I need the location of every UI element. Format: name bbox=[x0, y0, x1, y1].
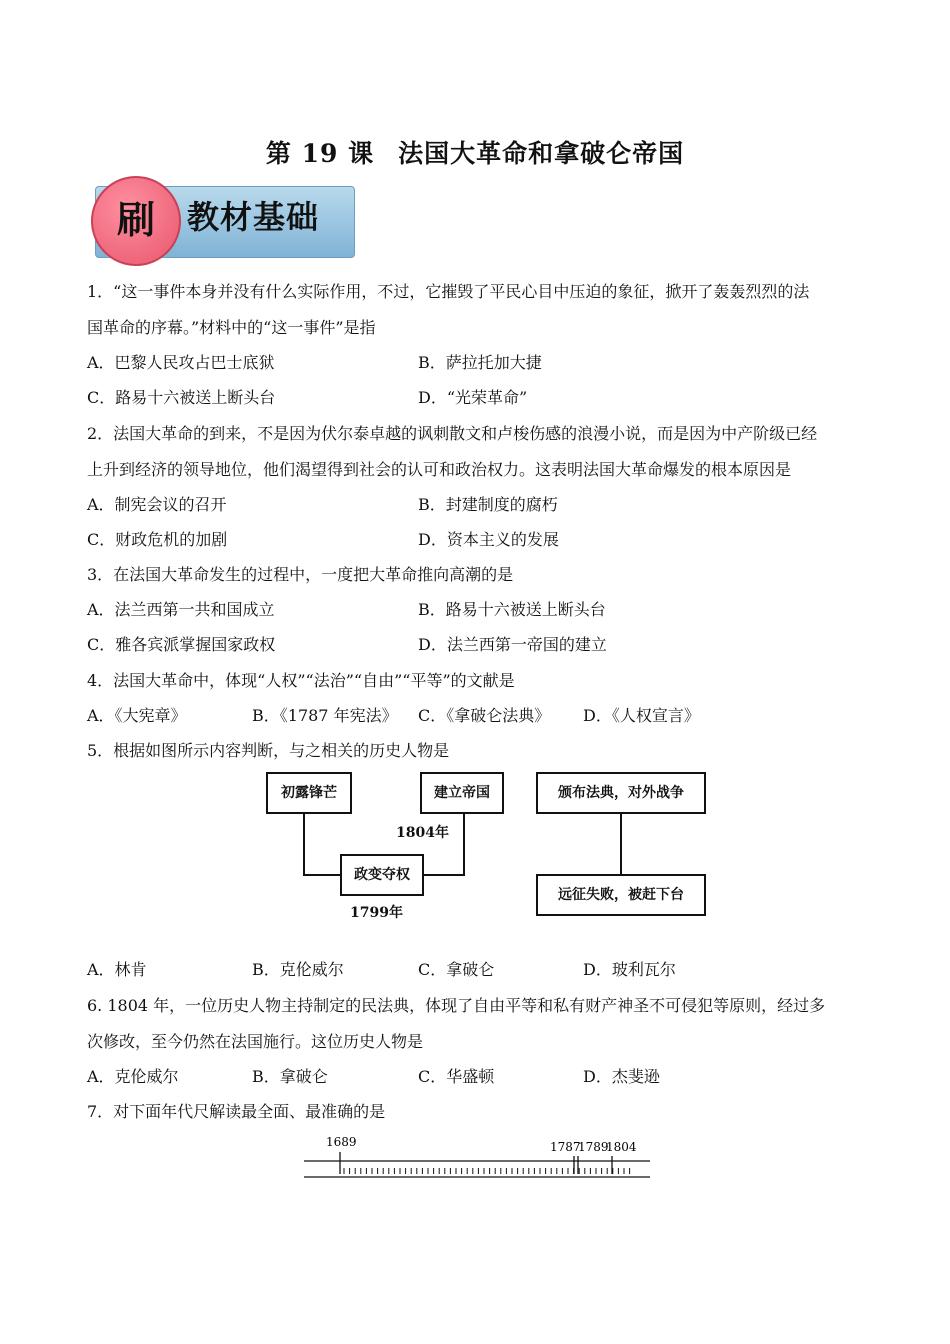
q1-stem-line1: 1．“这一事件本身并没有什么实际作用，不过，它摧毁了平民心目中压迫的象征，掀开了轰轰烈烈的法 bbox=[87, 282, 810, 301]
q5-option-c: C．拿破仑 bbox=[418, 960, 495, 979]
year-1804-label: 1804年 bbox=[396, 825, 449, 841]
q5-option-b: B．克伦威尔 bbox=[252, 960, 344, 979]
q2-stem-line1: 2．法国大革命的到来，不是因为伏尔泰卓越的讽刺散文和卢梭伤感的浪漫小说，而是因为中产阶级已经 bbox=[87, 424, 818, 443]
page-title: 第 19 课 法国大革命和拿破仑帝国 bbox=[265, 139, 685, 168]
q7-stem: 7．对下面年代尺解读最全面、最准确的是 bbox=[87, 1102, 386, 1121]
q4-option-d: D．《人权宣言》 bbox=[583, 706, 700, 725]
q1-option-b: B．萨拉托加大捷 bbox=[418, 353, 542, 372]
q1-stem-line2: 国革命的序幕。”材料中的“这一事件”是指 bbox=[87, 318, 376, 337]
box-coup: 政变夺权 bbox=[340, 854, 424, 896]
q3-option-b: B．路易十六被送上断头台 bbox=[418, 600, 606, 619]
label-1787: 1787 bbox=[550, 1140, 581, 1154]
box-found-empire: 建立帝国 bbox=[420, 772, 504, 814]
q4-stem: 4．法国大革命中，体现“人权”“法治”“自由”“平等”的文献是 bbox=[87, 671, 515, 690]
box-early-rise: 初露锋芒 bbox=[266, 772, 352, 814]
label-1804: 1804 bbox=[606, 1140, 637, 1154]
q6-option-c: C．华盛顿 bbox=[418, 1067, 495, 1086]
q5-stem: 5．根据如图所示内容判断，与之相关的历史人物是 bbox=[87, 741, 450, 760]
q6-stem-line2: 次修改，至今仍然在法国施行。这位历史人物是 bbox=[87, 1032, 424, 1051]
q3-option-a: A．法兰西第一共和国成立 bbox=[87, 600, 275, 619]
q3-option-d: D．法兰西第一帝国的建立 bbox=[418, 635, 607, 654]
napoleon-flowchart bbox=[262, 768, 712, 928]
q6-option-a: A．克伦威尔 bbox=[87, 1067, 179, 1086]
q6-option-b: B．拿破仑 bbox=[252, 1067, 328, 1086]
year-1799-label: 1799年 bbox=[350, 905, 403, 921]
q1-option-d: D．“光荣革命” bbox=[418, 388, 528, 407]
q6-option-d: D．杰斐逊 bbox=[583, 1067, 660, 1086]
q6-stem-line1: 6. 1804 年，一位历史人物主持制定的民法典，体现了自由平等和私有财产神圣不可侵犯等原则，经过多 bbox=[87, 996, 826, 1015]
ruler-drawing bbox=[300, 1124, 660, 1194]
q2-stem-line2: 上升到经济的领导地位，他们渴望得到社会的认可和政治权力。这表明法国大革命爆发的根本原因是 bbox=[87, 460, 792, 479]
q3-stem: 3．在法国大革命发生的过程中，一度把大革命推向高潮的是 bbox=[87, 565, 514, 584]
q3-option-c: C．雅各宾派掌握国家政权 bbox=[87, 635, 276, 654]
banner-label: 教材基础 bbox=[187, 198, 320, 236]
q4-option-b: B．《1787 年宪法》 bbox=[252, 706, 398, 725]
q5-option-a: A．林肯 bbox=[87, 960, 147, 979]
q2-option-d: D．资本主义的发展 bbox=[418, 530, 559, 549]
label-1789: 1789 bbox=[578, 1140, 609, 1154]
timeline-ruler bbox=[300, 1124, 660, 1194]
q1-option-c: C．路易十六被送上断头台 bbox=[87, 388, 276, 407]
q4-option-a: A．《大宪章》 bbox=[87, 706, 187, 725]
q2-option-c: C．财政危机的加剧 bbox=[87, 530, 228, 549]
box-code-and-war: 颁布法典，对外战争 bbox=[536, 772, 706, 814]
q2-option-b: B．封建制度的腐朽 bbox=[418, 495, 558, 514]
q4-option-c: C．《拿破仑法典》 bbox=[418, 706, 551, 725]
q5-option-d: D．玻利瓦尔 bbox=[583, 960, 676, 979]
box-defeat: 远征失败，被赶下台 bbox=[536, 874, 706, 916]
label-1689: 1689 bbox=[326, 1135, 357, 1149]
banner-badge: 刷 bbox=[116, 197, 155, 242]
q1-option-a: A．巴黎人民攻占巴士底狱 bbox=[87, 353, 275, 372]
q2-option-a: A．制宪会议的召开 bbox=[87, 495, 227, 514]
section-banner bbox=[91, 176, 355, 268]
